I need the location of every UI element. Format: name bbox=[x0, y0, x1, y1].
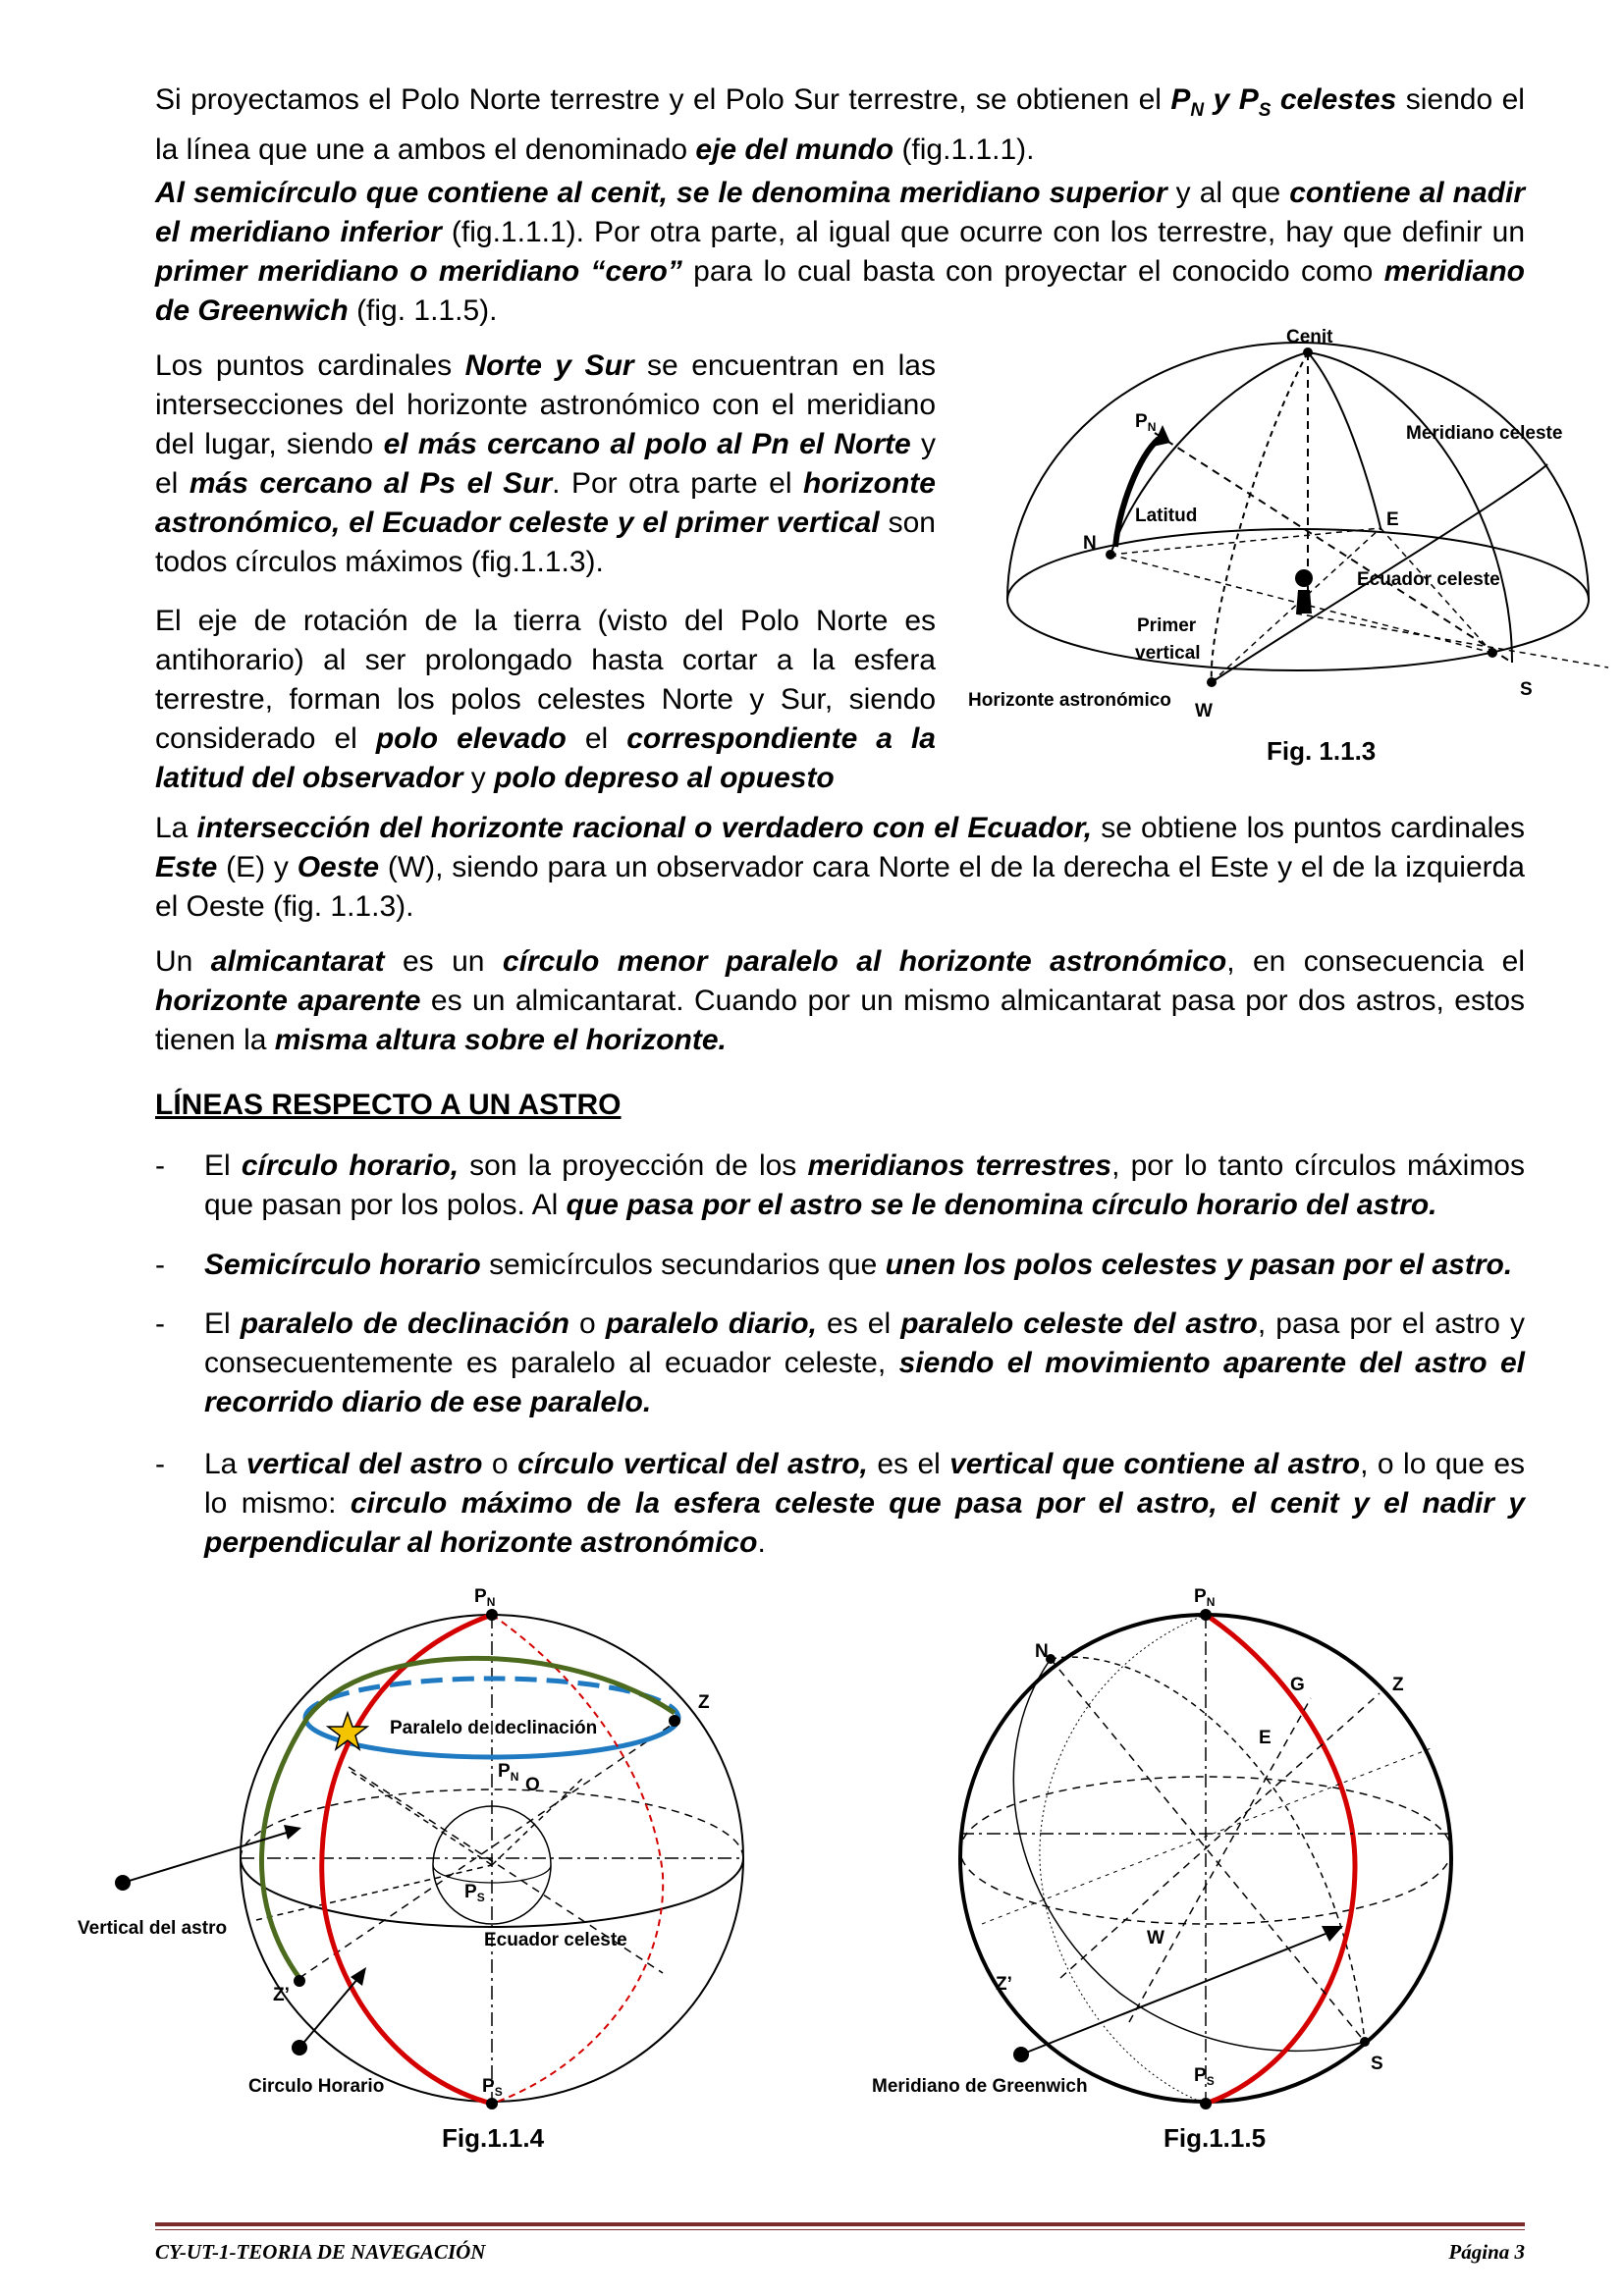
term: más cercano al Ps el Sur bbox=[189, 467, 553, 500]
text: son todos círculos máximos (fig.1.1.3). bbox=[155, 507, 936, 578]
label-g: G bbox=[1290, 1675, 1305, 1695]
paragraph-2 bbox=[155, 174, 1525, 331]
term: intersección del horizonte racional o verdadero con el Ecuador, bbox=[196, 812, 1093, 844]
text: se encuentran en las intersecciones del horizonte astronómico con el meridiano del lugar, siendo bbox=[155, 349, 936, 460]
term: misma altura sobre el horizonte. bbox=[274, 1024, 727, 1056]
label-ps-inner: $P_S$ bbox=[464, 1882, 485, 1904]
greenwich-meridian-diagram bbox=[864, 1580, 1551, 2110]
paragraph-1 bbox=[155, 80, 1525, 170]
caption-fig-1-1-4: Fig.1.1.4 bbox=[442, 2123, 545, 2153]
term: Norte y Sur bbox=[464, 349, 634, 382]
term: horizonte aparente bbox=[155, 985, 421, 1017]
label-meridiano-greenwich: Meridiano de Greenwich bbox=[872, 2076, 1088, 2097]
text: Los puntos cardinales bbox=[155, 349, 465, 382]
label-meridiano-celeste: Meridiano celeste bbox=[1406, 423, 1563, 444]
text: . Por otra parte el bbox=[552, 467, 803, 500]
paragraph-3 bbox=[155, 347, 936, 582]
term: círculo menor paralelo al horizonte astronómico bbox=[502, 945, 1227, 978]
label-ps: $P_S$ bbox=[1194, 2065, 1215, 2088]
footer-page-number: Página 3 bbox=[1448, 2240, 1525, 2264]
term: polo elevado bbox=[375, 722, 567, 755]
text: se obtiene los puntos cardinales bbox=[1092, 812, 1525, 844]
term: polo depreso al opuesto bbox=[494, 762, 835, 794]
figure-1-1-3 bbox=[962, 329, 1610, 736]
term: almicantarat bbox=[210, 945, 385, 978]
text: (fig.1.1.1). bbox=[893, 133, 1035, 166]
celestial-sphere-diagram bbox=[962, 329, 1610, 736]
label-n: N bbox=[1083, 533, 1097, 554]
term: contiene al nadir el meridiano inferior bbox=[155, 177, 1525, 248]
label-pn-inner: $P_N$ bbox=[498, 1761, 519, 1784]
text: Un bbox=[155, 945, 211, 978]
text: siendo el la línea que une a ambos el denominado bbox=[155, 83, 1525, 166]
label-ecuador-celeste: Ecuador celeste bbox=[484, 1930, 627, 1950]
label-circulo-horario: Circulo Horario bbox=[248, 2076, 385, 2097]
text: Si proyectamos el Polo Norte terrestre y el Polo Sur terrestre, se obtienen el bbox=[155, 83, 1171, 116]
label-pn: $P_N$ bbox=[1135, 411, 1157, 434]
term: eje del mundo bbox=[695, 133, 894, 166]
label-pn: $P_N$ bbox=[474, 1586, 496, 1609]
label-s: S bbox=[1371, 2054, 1383, 2074]
paragraph-6 bbox=[155, 942, 1525, 1060]
label-e: E bbox=[1259, 1728, 1272, 1748]
label-latitud: Latitud bbox=[1135, 506, 1198, 526]
term: Este bbox=[155, 851, 218, 883]
bullet-dash: - bbox=[155, 1249, 165, 1281]
text: (fig.1.1.1). Por otra parte, al igual que ocurre con los terrestre, hay que definir un bbox=[441, 216, 1525, 248]
footer-title: CY-UT-1-TEORIA DE NAVEGACIÓN bbox=[155, 2240, 486, 2264]
caption-fig-1-1-3: Fig. 1.1.3 bbox=[1267, 736, 1377, 766]
text: es un almicantarat. Cuando por un mismo almicantarat pasa por dos astros, estos tienen la bbox=[155, 985, 1526, 1056]
label-cenit: Cenit bbox=[1286, 329, 1333, 347]
term: horizonte astronómico, el Ecuador celeste y el primer vertical bbox=[155, 467, 936, 539]
text: , en consecuencia el bbox=[1226, 945, 1526, 978]
label-n: N bbox=[1035, 1641, 1049, 1662]
bullet-dash: - bbox=[155, 1448, 165, 1480]
label-primer: Primer bbox=[1137, 615, 1197, 636]
label-z: Z bbox=[1392, 1675, 1404, 1695]
bullet-vertical-astro: - La vertical del astro o círculo vertical del astro, es el vertical que contiene al astro, o lo que es lo mismo: circulo máximo de la esfera celeste que pasa por el astro, el cenit y el nadir y perpendicular al horizonte astronómico. bbox=[155, 1445, 1525, 1563]
text: para lo cual basta con proyectar el conocido como bbox=[681, 255, 1384, 288]
text: y al que bbox=[1166, 177, 1290, 209]
bullet-paralelo-declinacion: - El paralelo de declinación o paralelo diario, es el paralelo celeste del astro, pasa por el astro y consecuentemente es paralelo al ecuador celeste, siendo el movimiento aparente del astro el recorrido diario de ese paralelo. bbox=[155, 1305, 1525, 1422]
text: es un bbox=[384, 945, 503, 978]
figure-1-1-5 bbox=[864, 1580, 1551, 2110]
text: La bbox=[155, 812, 197, 844]
label-s: S bbox=[1520, 679, 1533, 700]
text: el bbox=[566, 722, 627, 755]
bullet-semicirculo-horario: - Semicírculo horario semicírculos secundarios que unen los polos celestes y pasan por el astro. bbox=[155, 1246, 1525, 1285]
bullet-dash: - bbox=[155, 1149, 165, 1182]
paragraph-5 bbox=[155, 809, 1525, 927]
label-horizonte-astronomico: Horizonte astronómico bbox=[968, 690, 1171, 711]
label-pn: $P_N$ bbox=[1194, 1586, 1216, 1609]
text: y el bbox=[155, 428, 936, 500]
footer-rule-thin bbox=[155, 2229, 1525, 2230]
term: el más cercano al polo al Pn el Norte bbox=[383, 428, 911, 460]
term: meridiano de Greenwich bbox=[155, 255, 1525, 327]
label-w: W bbox=[1195, 701, 1213, 721]
label-ps: $P_S$ bbox=[482, 2076, 503, 2099]
bullet-circulo-horario: - El círculo horario, son la proyección de los meridianos terrestres, por lo tanto círculos máximos que pasan por los polos. Al que pasa por el astro se le denomina círculo horario del astro. bbox=[155, 1147, 1525, 1225]
section-heading: LÍNEAS RESPECTO A UN ASTRO bbox=[155, 1089, 622, 1121]
text: (fig. 1.1.5). bbox=[348, 294, 498, 327]
term: Al semicírculo que contiene al cenit, se le denomina meridiano superior bbox=[155, 177, 1167, 209]
label-z-prime: Z’ bbox=[273, 1985, 290, 2005]
term: primer meridiano o meridiano “cero” bbox=[155, 255, 682, 288]
label-e: E bbox=[1386, 509, 1399, 530]
celestial-poles-term: $P_N$ y $P_S$ celestes bbox=[1170, 83, 1397, 121]
term: correspondiente a la latitud del observador bbox=[155, 722, 936, 794]
footer-rule bbox=[155, 2222, 1525, 2226]
label-w: W bbox=[1147, 1928, 1164, 1949]
label-ecuador-celeste: Ecuador celeste bbox=[1357, 569, 1500, 590]
text: y bbox=[462, 762, 495, 794]
label-paralelo-declinacion: Paralelo de declinación bbox=[390, 1718, 598, 1738]
term: Oeste bbox=[297, 851, 380, 883]
label-z: Z bbox=[698, 1692, 710, 1713]
text: (W), siendo para un observador cara Norte el de la derecha el Este y el de la izquierda el Oeste (fig. 1.1.3). bbox=[155, 851, 1525, 923]
text: El eje de rotación de la tierra (visto del Polo Norte es antihorario) al ser prolongado hasta cortar a la esfera terrestre, forman los polos celestes Norte y Sur, siendo considerado el bbox=[155, 605, 936, 755]
figure-1-1-4 bbox=[74, 1580, 761, 2110]
label-vertical-del-astro: Vertical del astro bbox=[78, 1918, 228, 1939]
text: (E) y bbox=[217, 851, 298, 883]
paragraph-4 bbox=[155, 602, 936, 798]
label-o: O bbox=[525, 1775, 540, 1795]
label-vertical: vertical bbox=[1135, 643, 1201, 664]
caption-fig-1-1-5: Fig.1.1.5 bbox=[1164, 2123, 1267, 2153]
label-z-prime: Z’ bbox=[996, 1974, 1012, 1995]
bullet-dash: - bbox=[155, 1308, 165, 1340]
hour-circle-diagram bbox=[74, 1580, 761, 2110]
